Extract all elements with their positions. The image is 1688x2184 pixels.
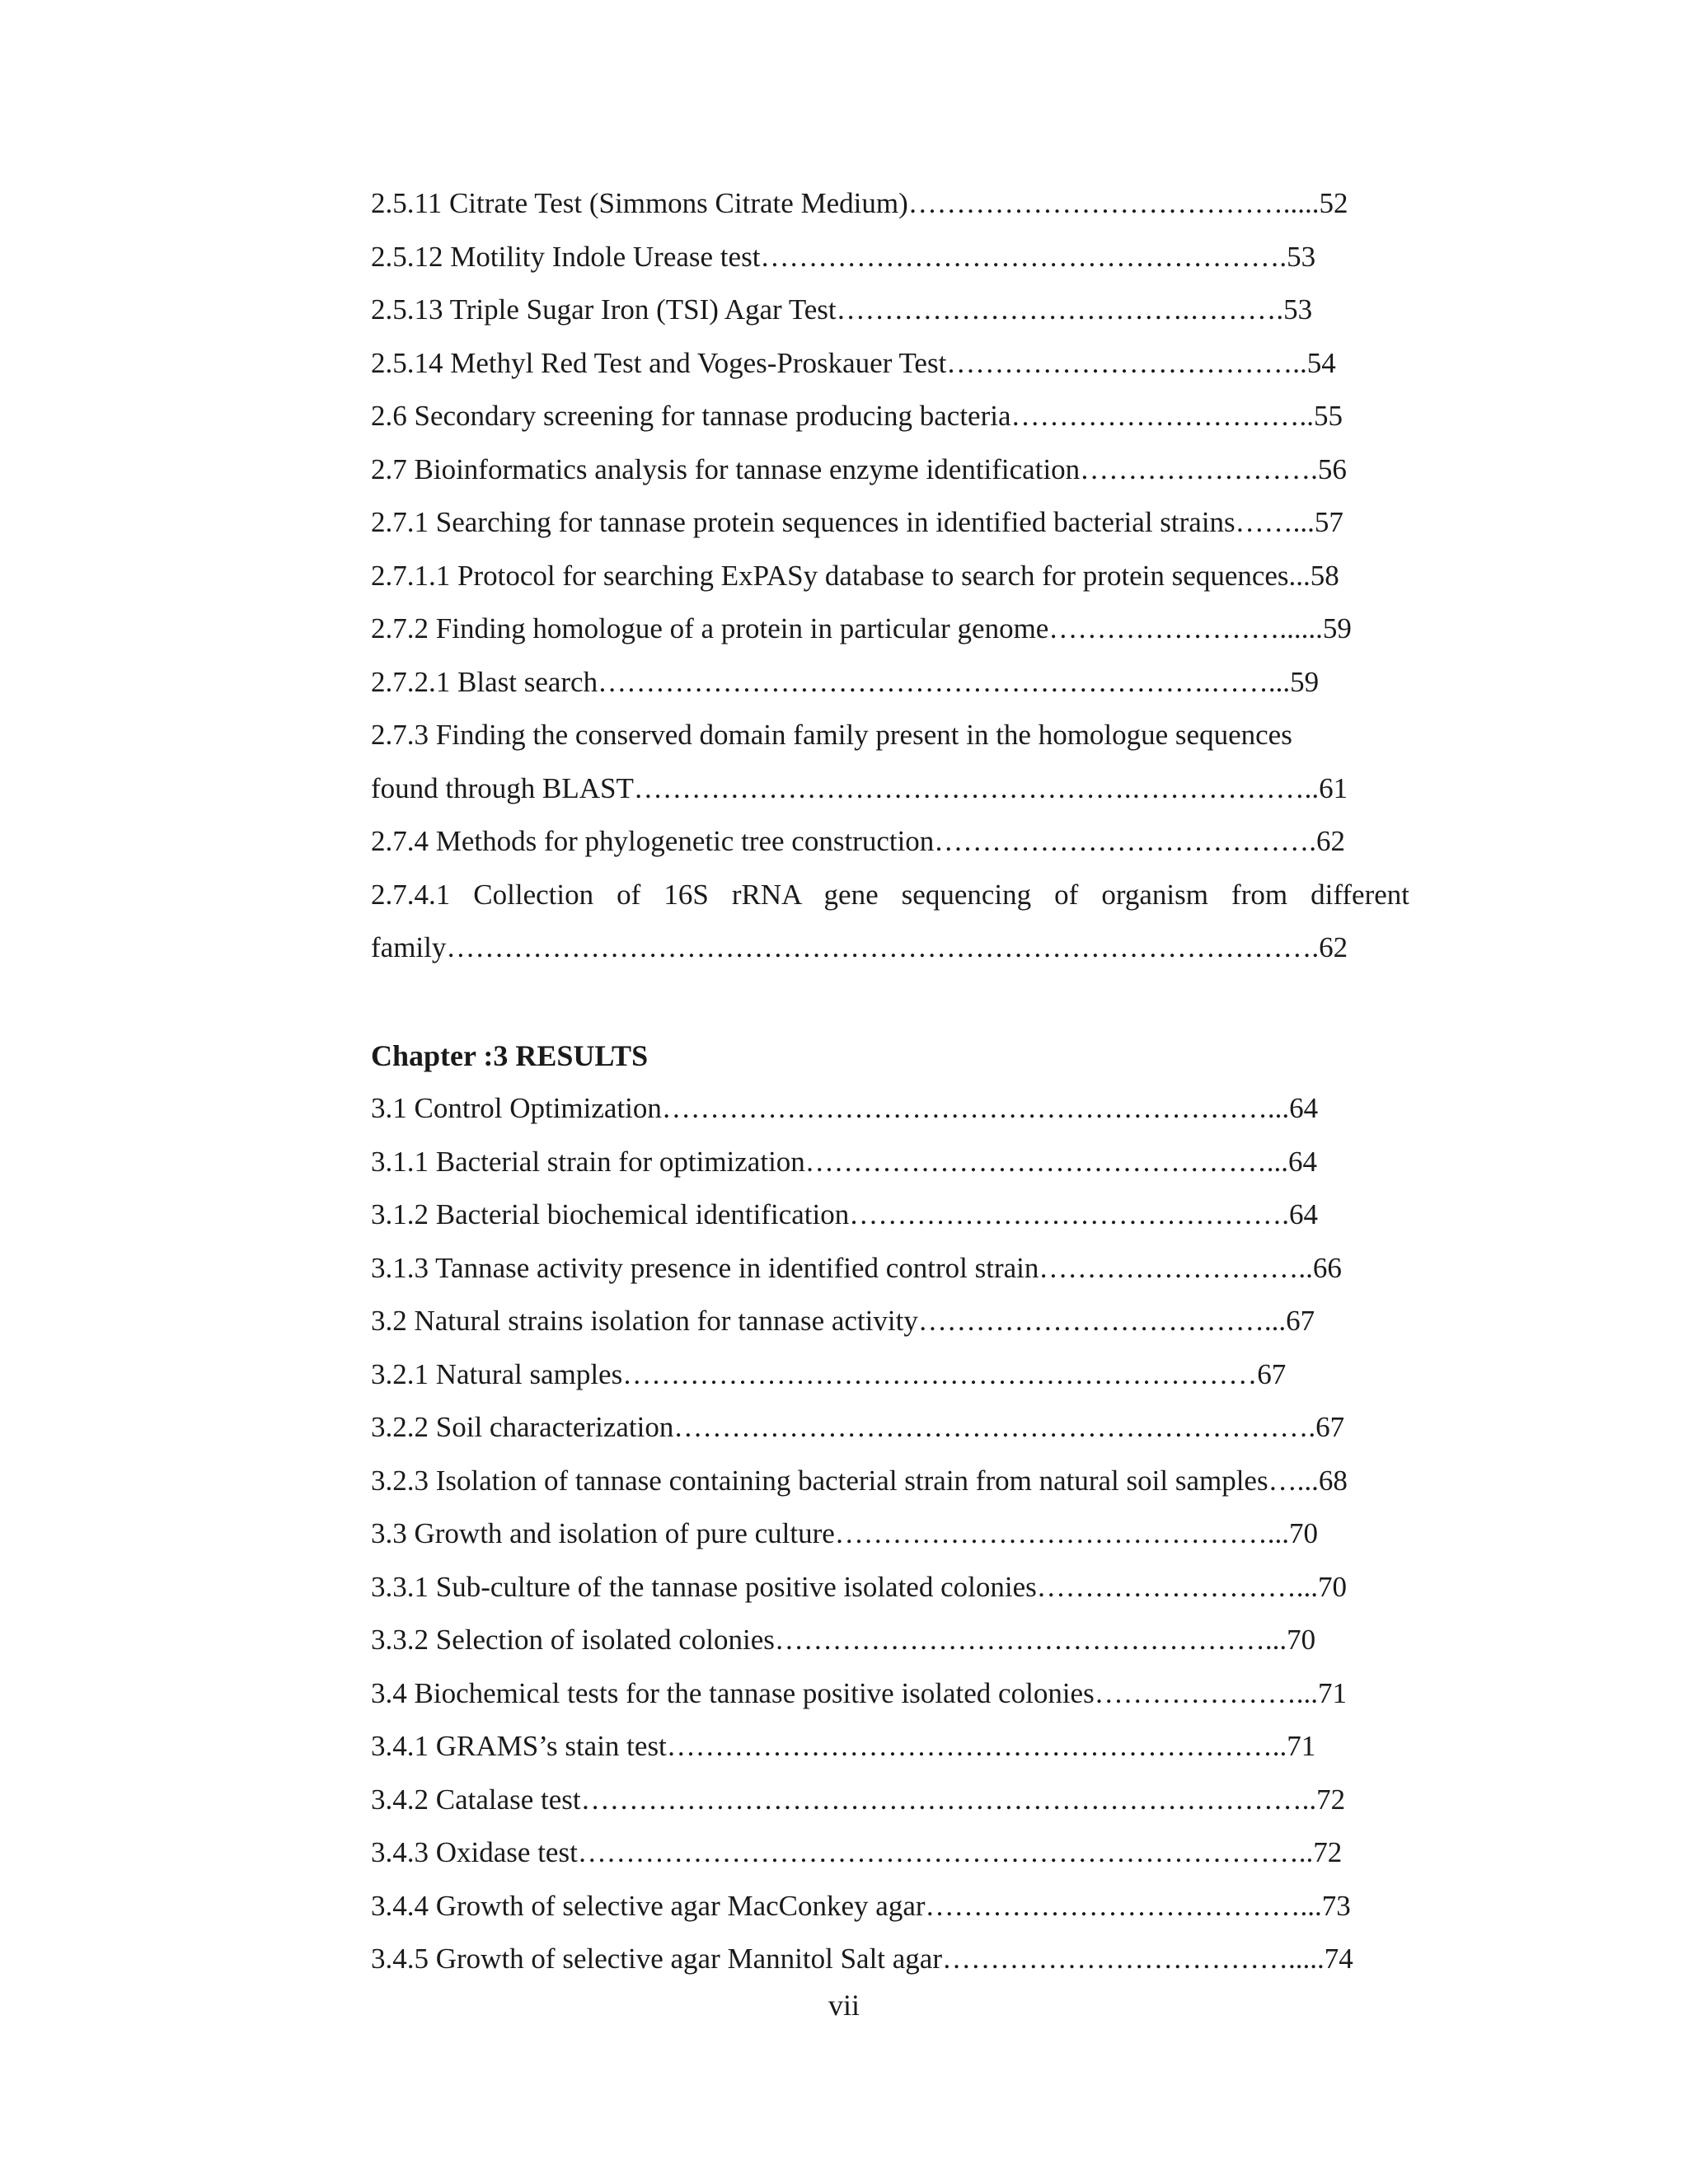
toc-entry: 2.7.4 Methods for phylogenetic tree construction………………………………….62 — [371, 825, 1346, 857]
toc-entry: 3.4.5 Growth of selective agar Mannitol Salt agar……………………………….....74 — [371, 1943, 1353, 1975]
toc-entry: 2.5.11 Citrate Test (Simmons Citrate Medium)………………………………….....52 — [371, 187, 1348, 219]
toc-entry: 3.3.2 Selection of isolated colonies……………………………………………...70 — [371, 1624, 1316, 1656]
toc-entry: 3.1.2 Bacterial biochemical identification……………………………………….64 — [371, 1198, 1318, 1230]
toc-entry: 2.7 Bioinformatics analysis for tannase enzyme identification…………………….56 — [371, 452, 1347, 485]
toc-entry: 3.1.1 Bacterial strain for optimization…………………………………………...64 — [371, 1145, 1318, 1178]
toc-entry: 3.4 Biochemical tests for the tannase positive isolated colonies…………………...71 — [371, 1676, 1347, 1709]
toc-entry: 2.7.1.1 Protocol for searching ExPASy database to search for protein sequences...58 — [371, 559, 1339, 592]
toc-entry: 3.1.3 Tannase activity presence in identified control strain………………………..66 — [371, 1251, 1342, 1284]
page-number: vii — [828, 1989, 860, 2022]
toc-entry: 3.4.4 Growth of selective agar MacConkey agar…………………………………...73 — [371, 1889, 1351, 1922]
toc-entry: 3.1 Control Optimization………………………………………………………...64 — [371, 1092, 1319, 1124]
toc-entry: found through BLAST…………………………………………….………………..61 — [371, 771, 1348, 804]
toc-entry: 3.4.1 GRAMS’s stain test………………………………………………………..71 — [371, 1730, 1316, 1762]
toc-entry: 2.7.1 Searching for tannase protein sequences in identified bacterial strains……...57 — [371, 506, 1343, 538]
toc-entry: 3.3.1 Sub-culture of the tannase positive isolated colonies………………………...70 — [371, 1570, 1347, 1603]
toc-entry: 2.5.13 Triple Sugar Iron (TSI) Agar Test……………………………….……….53 — [371, 293, 1313, 326]
toc-entry: 3.4.2 Catalase test…………………………………………………………………..72 — [371, 1783, 1346, 1816]
toc-entry: family……………………………………………………………………………….62 — [371, 931, 1348, 963]
toc-entry: 2.7.2.1 Blast search……………………………………………………….……...59 — [371, 665, 1320, 698]
toc-entry: 2.7.4.1 Collection of 16S rRNA gene sequencing of organism from different — [371, 878, 1409, 911]
toc-entry: 2.5.12 Motility Indole Urease test……………………………………………….53 — [371, 240, 1316, 273]
toc-entry: 2.6 Secondary screening for tannase producing bacteria…………………………..55 — [371, 400, 1343, 432]
toc-entry: 3.3 Growth and isolation of pure culture………………………………………...70 — [371, 1517, 1319, 1549]
toc-entry: 3.2 Natural strains isolation for tannase activity………………………………...67 — [371, 1305, 1315, 1337]
toc-entry: 3.2.2 Soil characterization………………………………………………………….67 — [371, 1411, 1345, 1443]
toc-entry: 3.4.3 Oxidase test…………………………………………………………………..72 — [371, 1836, 1343, 1868]
chapter-heading: Chapter :3 RESULTS — [371, 1038, 649, 1072]
toc-entry: 3.2.3 Isolation of tannase containing bacterial strain from natural soil samples…...68 — [371, 1464, 1348, 1497]
table-of-contents — [371, 177, 1409, 1986]
toc-section-methods — [371, 177, 1409, 975]
toc-entry: 2.7.2 Finding homologue of a protein in particular genome……………………......59 — [371, 612, 1352, 644]
toc-entry: 2.7.3 Finding the conserved domain family present in the homologue sequences — [371, 719, 1292, 751]
toc-section-results — [371, 1082, 1409, 1986]
toc-entry: 2.5.14 Methyl Red Test and Voges-Proskauer Test………………………………..54 — [371, 346, 1336, 379]
toc-entry: 3.2.1 Natural samples…………………………………………………………67 — [371, 1357, 1287, 1390]
